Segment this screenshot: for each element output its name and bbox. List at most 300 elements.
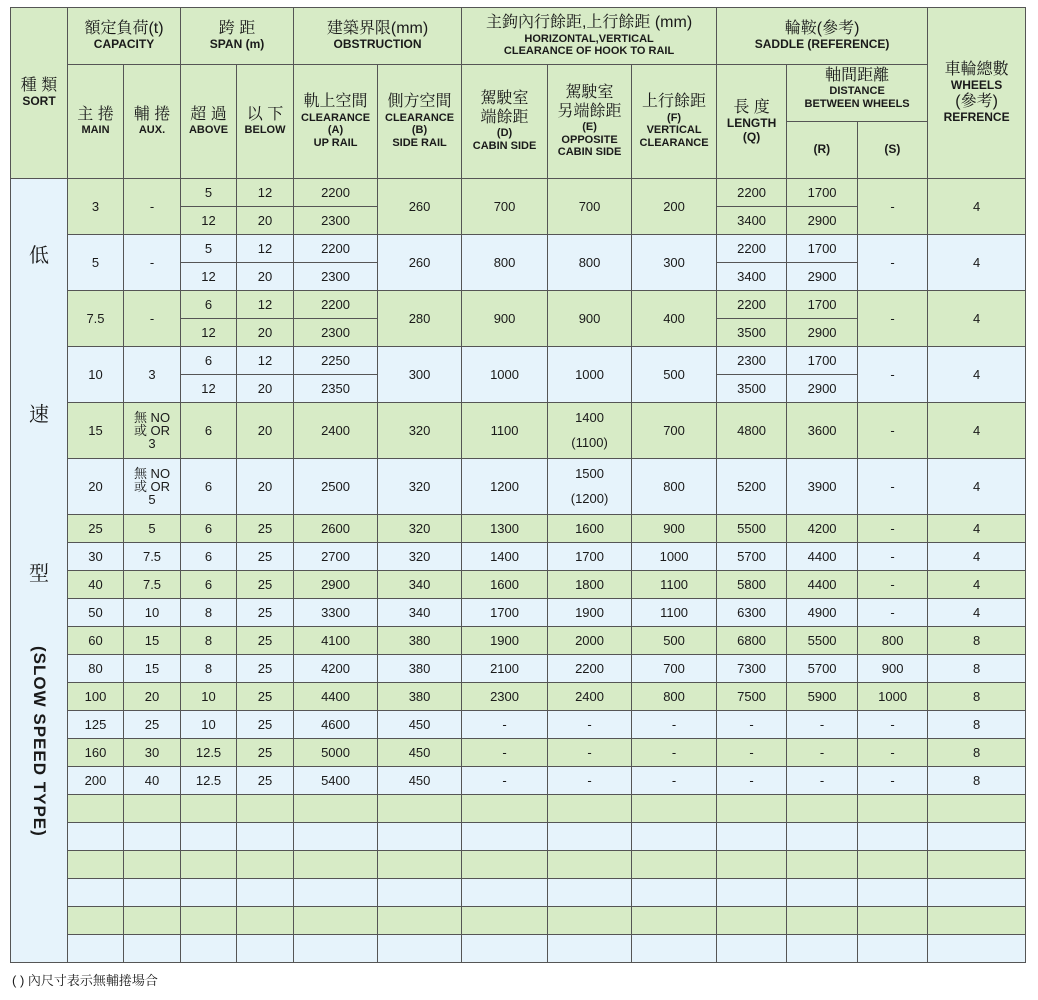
empty-row [11, 851, 1026, 879]
span-above: 12.5 [181, 767, 237, 795]
span-above: 10 [181, 683, 237, 711]
empty-row [11, 935, 1026, 963]
opposite-cabin-side: 2400 [548, 683, 632, 711]
main-capacity: 125 [68, 711, 124, 739]
saddle-length: - [717, 739, 787, 767]
wheel-distance-r: - [787, 711, 858, 739]
main-capacity: 40 [68, 571, 124, 599]
wheel-distance-r: 4900 [787, 599, 858, 627]
empty-cell [462, 795, 548, 823]
wheel-distance-r: 1700 [787, 235, 858, 263]
span-above: 6 [181, 403, 237, 459]
wheel-distance-r: 5900 [787, 683, 858, 711]
aux-capacity: - [124, 235, 181, 291]
empty-cell [787, 851, 858, 879]
empty-cell [378, 823, 462, 851]
empty-cell [787, 823, 858, 851]
clearance-up-rail: 2300 [294, 207, 378, 235]
header-obstruction: 建築界限(mm) OBSTRUCTION [294, 8, 462, 65]
main-capacity: 10 [68, 347, 124, 403]
vertical-clearance: 700 [632, 655, 717, 683]
saddle-length: 5500 [717, 515, 787, 543]
empty-cell [378, 935, 462, 963]
saddle-length: 3400 [717, 207, 787, 235]
empty-cell [237, 823, 294, 851]
span-below: 25 [237, 515, 294, 543]
empty-cell [462, 907, 548, 935]
clearance-side-rail: 380 [378, 655, 462, 683]
wheel-distance-r: 4400 [787, 543, 858, 571]
clearance-side-rail: 450 [378, 739, 462, 767]
saddle-length: 7500 [717, 683, 787, 711]
empty-cell [237, 907, 294, 935]
wheel-count: 4 [928, 571, 1026, 599]
clearance-up-rail: 4100 [294, 627, 378, 655]
clearance-side-rail: 260 [378, 235, 462, 291]
wheel-distance-s: - [858, 347, 928, 403]
wheel-distance-r: 2900 [787, 319, 858, 347]
table-row [11, 571, 1026, 599]
wheel-count: 8 [928, 767, 1026, 795]
wheel-distance-r: 2900 [787, 375, 858, 403]
wheel-count: 4 [928, 543, 1026, 571]
cabin-side: - [462, 767, 548, 795]
wheel-count: 4 [928, 459, 1026, 515]
clearance-up-rail: 2250 [294, 347, 378, 375]
aux-capacity: - [124, 291, 181, 347]
empty-cell [632, 795, 717, 823]
span-below: 25 [237, 683, 294, 711]
vertical-clearance: 500 [632, 627, 717, 655]
table-row [11, 767, 1026, 795]
opposite-cabin-side: 1600 [548, 515, 632, 543]
empty-cell [548, 795, 632, 823]
clearance-side-rail: 300 [378, 347, 462, 403]
clearance-side-rail: 450 [378, 767, 462, 795]
header-cabin-side-d: 駕駛室 端餘距 (D) CABIN SIDE [462, 65, 548, 179]
table-row [11, 711, 1026, 739]
opposite-cabin-side: 1000 [548, 347, 632, 403]
span-above: 6 [181, 571, 237, 599]
empty-cell [462, 823, 548, 851]
vertical-clearance: 200 [632, 179, 717, 235]
empty-cell [717, 907, 787, 935]
vertical-clearance: 300 [632, 235, 717, 291]
table-body [11, 179, 1026, 963]
empty-cell [124, 795, 181, 823]
span-below: 25 [237, 543, 294, 571]
clearance-up-rail: 4400 [294, 683, 378, 711]
wheel-distance-s: - [858, 291, 928, 347]
vertical-clearance: 1100 [632, 599, 717, 627]
aux-capacity: 10 [124, 599, 181, 627]
wheel-count: 4 [928, 179, 1026, 235]
table-row [11, 627, 1026, 655]
aux-capacity: 30 [124, 739, 181, 767]
empty-cell [548, 851, 632, 879]
clearance-up-rail: 2300 [294, 319, 378, 347]
span-above: 8 [181, 655, 237, 683]
span-above: 6 [181, 347, 237, 375]
footnote: ( ) 內尺寸表示無輔捲場合 [12, 973, 158, 988]
vertical-clearance: 1000 [632, 543, 717, 571]
header-sort: 種 類 SORT [11, 8, 68, 179]
empty-cell [124, 823, 181, 851]
header-main: 主 捲 MAIN [68, 65, 124, 179]
main-capacity: 100 [68, 683, 124, 711]
cabin-side: 1000 [462, 347, 548, 403]
wheel-count: 8 [928, 627, 1026, 655]
cabin-side: 2300 [462, 683, 548, 711]
header-aux: 輔 捲 AUX. [124, 65, 181, 179]
table-row [11, 543, 1026, 571]
wheel-distance-s: 1000 [858, 683, 928, 711]
span-below: 20 [237, 375, 294, 403]
aux-capacity: 40 [124, 767, 181, 795]
empty-cell [181, 851, 237, 879]
table-row [11, 403, 1026, 431]
opposite-cabin-side: 900 [548, 291, 632, 347]
cabin-side: 1400 [462, 543, 548, 571]
table-row [11, 739, 1026, 767]
aux-capacity: 15 [124, 627, 181, 655]
vertical-clearance: 1100 [632, 571, 717, 599]
span-above: 6 [181, 543, 237, 571]
wheel-distance-r: 1700 [787, 347, 858, 375]
wheel-distance-s: - [858, 571, 928, 599]
span-above: 10 [181, 711, 237, 739]
main-capacity: 25 [68, 515, 124, 543]
span-below: 25 [237, 655, 294, 683]
empty-row [11, 823, 1026, 851]
table-row [11, 683, 1026, 711]
opposite-cabin-side: 2200 [548, 655, 632, 683]
wheel-distance-s: - [858, 179, 928, 235]
span-above: 5 [181, 235, 237, 263]
span-above: 12 [181, 207, 237, 235]
main-capacity: 200 [68, 767, 124, 795]
span-above: 12 [181, 375, 237, 403]
span-above: 6 [181, 291, 237, 319]
empty-cell [181, 907, 237, 935]
opposite-cabin-side: 1900 [548, 599, 632, 627]
wheel-count: 8 [928, 683, 1026, 711]
wheel-count: 8 [928, 711, 1026, 739]
span-below: 12 [237, 347, 294, 375]
span-above: 5 [181, 179, 237, 207]
empty-cell [858, 795, 928, 823]
empty-cell [928, 795, 1026, 823]
span-below: 12 [237, 291, 294, 319]
wheel-distance-s: - [858, 459, 928, 515]
span-below: 12 [237, 235, 294, 263]
saddle-length: 5700 [717, 543, 787, 571]
wheel-distance-r: 1700 [787, 179, 858, 207]
wheel-distance-s: - [858, 543, 928, 571]
empty-cell [294, 907, 378, 935]
empty-cell [632, 935, 717, 963]
clearance-side-rail: 280 [378, 291, 462, 347]
cabin-side: 700 [462, 179, 548, 235]
opposite-cabin-side: 700 [548, 179, 632, 235]
span-below: 12 [237, 179, 294, 207]
span-below: 25 [237, 767, 294, 795]
span-above: 6 [181, 459, 237, 515]
aux-capacity: 15 [124, 655, 181, 683]
span-above: 12 [181, 319, 237, 347]
empty-cell [928, 935, 1026, 963]
empty-cell [181, 879, 237, 907]
table-row [11, 291, 1026, 319]
cabin-side: - [462, 739, 548, 767]
clearance-side-rail: 260 [378, 179, 462, 235]
aux-capacity: 20 [124, 683, 181, 711]
empty-cell [717, 935, 787, 963]
empty-cell [68, 851, 124, 879]
header-clearance-b: 側方空間 CLEARANCE (B) SIDE RAIL [378, 65, 462, 179]
wheel-distance-s: - [858, 599, 928, 627]
clearance-up-rail: 2350 [294, 375, 378, 403]
empty-cell [378, 795, 462, 823]
empty-cell [928, 879, 1026, 907]
aux-capacity: 7.5 [124, 543, 181, 571]
empty-cell [632, 851, 717, 879]
cabin-side: 1300 [462, 515, 548, 543]
empty-cell [858, 935, 928, 963]
empty-cell [68, 907, 124, 935]
cabin-side: 1700 [462, 599, 548, 627]
aux-capacity: 無 NO 或 OR 5 [124, 459, 181, 515]
empty-cell [68, 823, 124, 851]
clearance-side-rail: 320 [378, 459, 462, 515]
empty-cell [237, 935, 294, 963]
wheel-distance-s: - [858, 711, 928, 739]
empty-cell [548, 907, 632, 935]
wheel-count: 4 [928, 347, 1026, 403]
span-below: 25 [237, 571, 294, 599]
clearance-up-rail: 2400 [294, 403, 378, 459]
span-below: 20 [237, 207, 294, 235]
span-below: 20 [237, 403, 294, 459]
span-below: 20 [237, 263, 294, 291]
empty-cell [462, 935, 548, 963]
span-below: 20 [237, 319, 294, 347]
cabin-side: 1900 [462, 627, 548, 655]
empty-cell [378, 879, 462, 907]
empty-cell [858, 907, 928, 935]
wheel-distance-r: 4400 [787, 571, 858, 599]
cabin-side: 1600 [462, 571, 548, 599]
crane-spec-table [10, 7, 1026, 963]
header-wheels: 車輪總數 WHEELS (參考) REFRENCE [928, 8, 1026, 179]
vertical-clearance: - [632, 739, 717, 767]
empty-cell [928, 907, 1026, 935]
clearance-up-rail: 2900 [294, 571, 378, 599]
vertical-clearance: 500 [632, 347, 717, 403]
empty-cell [68, 795, 124, 823]
saddle-length: 6800 [717, 627, 787, 655]
opposite-cabin-side: 1700 [548, 543, 632, 571]
opposite-cabin-side: - [548, 739, 632, 767]
wheel-distance-r: 3900 [787, 459, 858, 515]
empty-cell [68, 935, 124, 963]
span-below: 25 [237, 711, 294, 739]
aux-capacity: 5 [124, 515, 181, 543]
empty-cell [548, 823, 632, 851]
span-below: 20 [237, 459, 294, 515]
wheel-distance-s: - [858, 235, 928, 291]
span-above: 12 [181, 263, 237, 291]
wheel-distance-r: 3600 [787, 403, 858, 459]
saddle-length: 7300 [717, 655, 787, 683]
clearance-up-rail: 2200 [294, 235, 378, 263]
cabin-side: - [462, 711, 548, 739]
clearance-up-rail: 2300 [294, 263, 378, 291]
main-capacity: 50 [68, 599, 124, 627]
sort-label: 低 速 型 (SLOW SPEED TYPE) [11, 179, 68, 963]
empty-cell [462, 879, 548, 907]
wheel-distance-r: 1700 [787, 291, 858, 319]
empty-cell [68, 879, 124, 907]
clearance-side-rail: 340 [378, 571, 462, 599]
clearance-side-rail: 320 [378, 543, 462, 571]
empty-cell [717, 879, 787, 907]
header-vertical-f: 上行餘距 (F) VERTICAL CLEARANCE [632, 65, 717, 179]
empty-cell [294, 851, 378, 879]
empty-cell [294, 795, 378, 823]
saddle-length: 5200 [717, 459, 787, 515]
clearance-up-rail: 2700 [294, 543, 378, 571]
main-capacity: 20 [68, 459, 124, 515]
span-below: 25 [237, 599, 294, 627]
header-r: (R) [787, 122, 858, 178]
main-capacity: 3 [68, 179, 124, 235]
wheel-count: 4 [928, 291, 1026, 347]
empty-cell [632, 907, 717, 935]
cabin-side: 1200 [462, 459, 548, 515]
wheel-distance-s: - [858, 515, 928, 543]
header-saddle: 輪鞍(參考) SADDLE (REFERENCE) [717, 8, 928, 65]
clearance-up-rail: 3300 [294, 599, 378, 627]
span-below: 25 [237, 739, 294, 767]
span-above: 6 [181, 515, 237, 543]
empty-cell [294, 823, 378, 851]
wheel-distance-r: 2900 [787, 263, 858, 291]
empty-cell [237, 795, 294, 823]
wheel-count: 4 [928, 515, 1026, 543]
span-above: 8 [181, 627, 237, 655]
saddle-length: - [717, 767, 787, 795]
cabin-side: 900 [462, 291, 548, 347]
header-length-q: 長 度 LENGTH (Q) [717, 65, 787, 179]
clearance-side-rail: 380 [378, 683, 462, 711]
empty-cell [858, 851, 928, 879]
clearance-side-rail: 380 [378, 627, 462, 655]
wheel-distance-s: - [858, 739, 928, 767]
vertical-clearance: 900 [632, 515, 717, 543]
wheel-distance-s: - [858, 403, 928, 459]
empty-cell [787, 935, 858, 963]
saddle-length: - [717, 711, 787, 739]
header-below: 以 下 BELOW [237, 65, 294, 179]
empty-row [11, 795, 1026, 823]
table-row [11, 515, 1026, 543]
header-hook-clearance: 主鉤內行餘距,上行餘距 (mm) HORIZONTAL,VERTICAL CLEARANCE OF HOOK TO RAIL [462, 8, 717, 65]
saddle-length: 3400 [717, 263, 787, 291]
saddle-length: 5800 [717, 571, 787, 599]
main-capacity: 30 [68, 543, 124, 571]
table-row [11, 235, 1026, 263]
wheel-distance-r: 5500 [787, 627, 858, 655]
clearance-side-rail: 340 [378, 599, 462, 627]
saddle-length: 2200 [717, 235, 787, 263]
vertical-clearance: 800 [632, 459, 717, 515]
clearance-side-rail: 320 [378, 403, 462, 459]
header-span: 跨 距 SPAN (m) [181, 8, 294, 65]
wheel-count: 4 [928, 235, 1026, 291]
empty-cell [181, 935, 237, 963]
saddle-length: 4800 [717, 403, 787, 459]
empty-cell [787, 795, 858, 823]
main-capacity: 5 [68, 235, 124, 291]
cabin-side: 2100 [462, 655, 548, 683]
header-clearance-a: 軌上空間 CLEARANCE (A) UP RAIL [294, 65, 378, 179]
empty-cell [124, 907, 181, 935]
opposite-cabin-side: 800 [548, 235, 632, 291]
clearance-side-rail: 450 [378, 711, 462, 739]
clearance-side-rail: 320 [378, 515, 462, 543]
table-row [11, 459, 1026, 487]
vertical-clearance: 700 [632, 403, 717, 459]
wheel-distance-r: 2900 [787, 207, 858, 235]
empty-cell [787, 879, 858, 907]
empty-cell [717, 851, 787, 879]
empty-cell [124, 851, 181, 879]
empty-cell [858, 879, 928, 907]
opposite-cabin-side: - [548, 711, 632, 739]
saddle-length: 6300 [717, 599, 787, 627]
empty-cell [548, 935, 632, 963]
opposite-cabin-side: - [548, 767, 632, 795]
span-above: 12.5 [181, 739, 237, 767]
wheel-count: 8 [928, 655, 1026, 683]
empty-cell [181, 795, 237, 823]
table-row [11, 347, 1026, 375]
empty-cell [928, 851, 1026, 879]
empty-cell [294, 935, 378, 963]
clearance-up-rail: 2600 [294, 515, 378, 543]
wheel-count: 4 [928, 599, 1026, 627]
clearance-up-rail: 2200 [294, 179, 378, 207]
saddle-length: 2200 [717, 291, 787, 319]
wheel-distance-s: - [858, 767, 928, 795]
wheel-count: 8 [928, 739, 1026, 767]
clearance-up-rail: 2200 [294, 291, 378, 319]
main-capacity: 60 [68, 627, 124, 655]
clearance-up-rail: 2500 [294, 459, 378, 515]
empty-cell [181, 823, 237, 851]
saddle-length: 2300 [717, 347, 787, 375]
header-opposite-cabin-e: 駕駛室 另端餘距 (E) OPPOSITE CABIN SIDE [548, 65, 632, 179]
empty-cell [787, 907, 858, 935]
cabin-side: 1100 [462, 403, 548, 459]
wheel-distance-r: - [787, 739, 858, 767]
saddle-length: 3500 [717, 319, 787, 347]
clearance-up-rail: 4600 [294, 711, 378, 739]
opposite-cabin-side: 2000 [548, 627, 632, 655]
wheel-count: 4 [928, 403, 1026, 459]
vertical-clearance: - [632, 711, 717, 739]
